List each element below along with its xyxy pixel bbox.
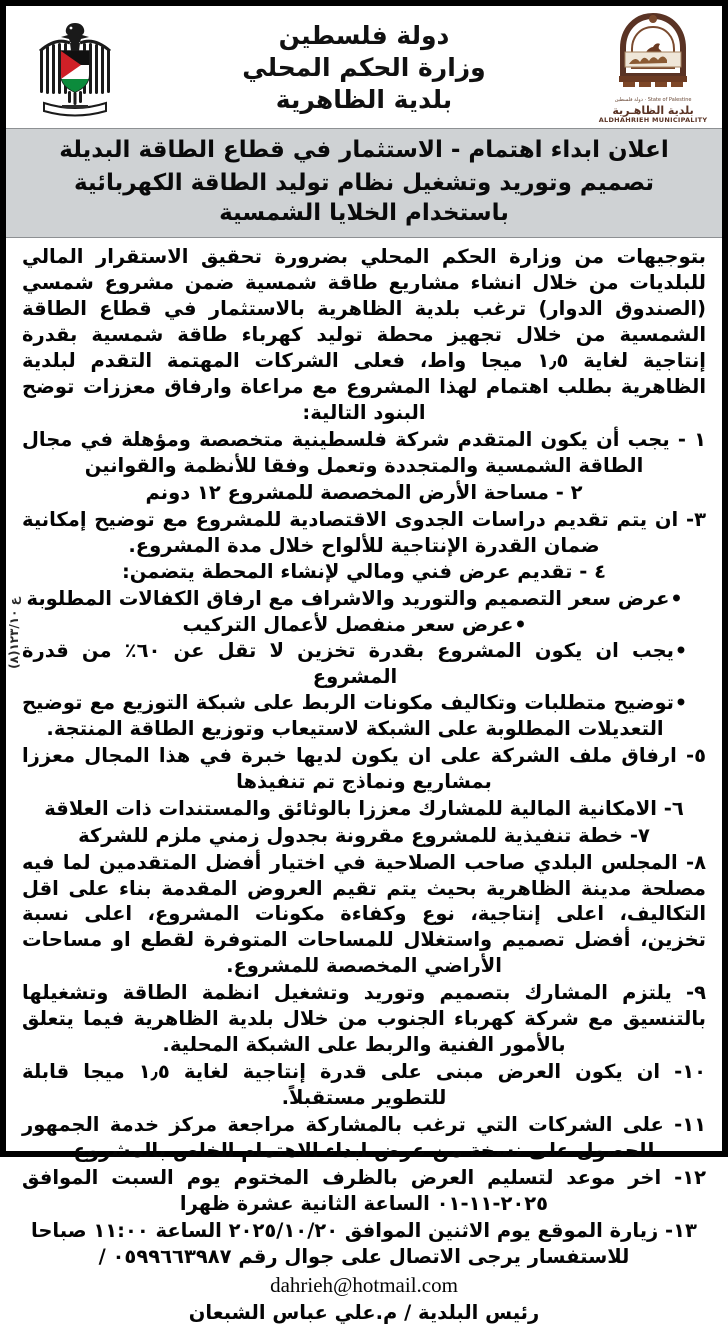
municipality-logo-caption-tiny: State of Palestine · دولة فلسطين [614, 97, 692, 103]
clause-1: ١ - يجب أن يكون المتقدم شركة فلسطينية متخصصة ومؤهلة في مجال الطاقة الشمسية والمتجددة وتعمل وفقا للأنظمة والقوانين [22, 427, 706, 477]
municipality-name: بلدية الظاهرية [275, 84, 453, 114]
document-header [6, 6, 722, 128]
announcement-title-band [6, 128, 722, 239]
municipality-emblem-icon [605, 12, 701, 98]
clause-13: ١٣- زيارة الموقع يوم الاثنين الموافق ٢٠٢٥/١٠/٢٠ الساعة ١١:٠٠ صباحا [31, 1218, 697, 1242]
palestine-coat-of-arms [16, 19, 134, 117]
contact-line [22, 1244, 706, 1298]
aldhahrieh-municipality-logo [594, 12, 712, 124]
clause-8: ٨- المجلس البلدي صاحب الصلاحية في اختيار أفضل المتقدمين لما فيه مصلحة مدينة الظاهرية بحيث يتم تقيم العروض المقدمة بناء على اقل التكاليف، اعلى إنتاجية، نوع وكفاءة مكونات المشروع، اعلى نسبة تخزين، أفضل تصميم واستغلال للمساحات المتوفرة لقطع او مساحات الأراضي المخصصة للمشروع. [22, 850, 706, 978]
clause-12: ١٢- اخر موعد لتسليم العرض بالظرف المختوم يوم السبت الموافق ٢٠٢٥-١١-٠١ الساعة الثانية عشرة ظهرا [22, 1165, 706, 1215]
bullet-dot-icon: • [674, 639, 688, 663]
eagle-emblem-icon [30, 19, 120, 117]
list-item [22, 612, 688, 638]
bullet-text: توضيح متطلبات وتكاليف مكونات الربط على شبكة التوزيع مع توضيح التعديلات المطلوبة على الشبكة لاستيعاب وتوزيع الطاقة المنتجة. [22, 691, 674, 740]
bullet-dot-icon: • [670, 587, 683, 611]
list-item [22, 586, 688, 612]
poster-inner-frame [5, 5, 723, 1324]
bullet-dot-icon: • [674, 691, 688, 715]
announcement-title-secondary: تصميم وتوريد وتشغيل نظام توليد الطاقة الكهربائية باستخدام الخلايا الشمسية [73, 169, 655, 226]
contact-prefix: للاستفسار يرجى الاتصال على جوال رقم [231, 1245, 630, 1269]
clause-7: ٧- خطة تنفيذية للمشروع مقرونة بجدول زمني ملزم للشركة [78, 823, 650, 847]
list-item [22, 690, 688, 742]
clause-2: ٢ - مساحة الأرض المخصصة للمشروع ١٢ دونم [145, 480, 583, 504]
clause-4-bullet-list [22, 586, 706, 742]
ministry-name: وزارة الحكم المحلي [242, 52, 486, 82]
clause-5: ٥- ارفاق ملف الشركة على ان يكون لديها خبرة في هذا المجال معززا بمشاريع ونماذج تم تنفيذها [22, 743, 706, 793]
clause-6: ٦- الامكانية المالية للمشارك معززا بالوثائق والمستندات ذات العلاقة [44, 796, 684, 820]
bullet-text: عرض سعر التصميم والتوريد والاشراف مع ارفاق الكفالات المطلوبة [26, 587, 670, 611]
header-titles [134, 20, 594, 116]
clause-3: ٣- ان يتم تقديم دراسات الجدوى الاقتصادية للمشروع مع توضيح إمكانية ضمان القدرة الإنتاجية للألواح خلال مدة المشروع. [22, 507, 706, 557]
announcement-title-primary: اعلان ابداء اهتمام - الاستثمار في قطاع الطاقة البديلة [59, 136, 669, 163]
contact-phone: ٠٥٩٩٦٦٣٩٨٧ [112, 1245, 232, 1269]
signature-line: رئيس البلدية / م.علي عباس الشبعان [188, 1300, 540, 1324]
clause-10: ١٠- ان يكون العرض مبنى على قدرة إنتاجية لغاية ١٫٥ ميجا قابلة للتطوير مستقبلاً. [22, 1059, 707, 1109]
announcement-body [6, 238, 722, 1327]
clause-11: ١١- على الشركات التي ترغب بالمشاركة مراجعة مركز خدمة الجمهور للحصول على نسخة من عرض ابداء الاهتمام الخاص بالمشروع [22, 1112, 706, 1162]
state-name: دولة فلسطين [278, 20, 450, 50]
bullet-dot-icon: • [514, 613, 527, 637]
bullet-text: يجب ان يكون المشروع بقدرة تخزين لا تقل عن ٦٠٪ من قدرة المشروع [22, 639, 674, 689]
contact-email[interactable]: dahrieh@hotmail.com [270, 1272, 458, 1297]
contact-separator: / [98, 1245, 113, 1269]
list-item [22, 638, 688, 690]
municipality-logo-caption-ar: بلدية الظاهـرية [612, 103, 694, 117]
registration-code: ع ١٢٣/١٠(٨) [7, 597, 21, 670]
clause-4: ٤ - تقديم عرض فني ومالي لإنشاء المحطة يتضمن: [121, 560, 607, 584]
bullet-text: عرض سعر منفصل لأعمال التركيب [182, 613, 514, 637]
clause-9: ٩- يلتزم المشارك بتصميم وتوريد وتشغيل انظمة الطاقة وتشغيلها بالتنسيق مع شركة كهرباء الجنوب من خلال بلدية الظاهرية فيما يتعلق بالأمور الفنية والربط على الشبكة المحلية. [22, 981, 706, 1057]
intro-paragraph: بتوجيهات من وزارة الحكم المحلي بضرورة تحقيق الاستقرار المالي للبلديات من خلال انشاء مشاريع طاقة شمسية ضمن مشروع شمسي (الصندوق الدوار) ترغب بلدية الظاهرية بالاستثمار في قطاع الطاقة الشمسية من خلال تجهيز محطة توليد كهرباء طاقة شمسية بقدرة إنتاجية لغاية ١٫٥ ميجا واط، فعلى الشركات المهتمة التقدم لبلدية الظاهرية بطلب اهتمام لهذا المشروع مع مراعاة وارفاق معززات توضح البنود التالية: [22, 245, 706, 424]
municipality-logo-caption-en: ALDHAHRIEH MUNICIPALITY [598, 115, 708, 124]
